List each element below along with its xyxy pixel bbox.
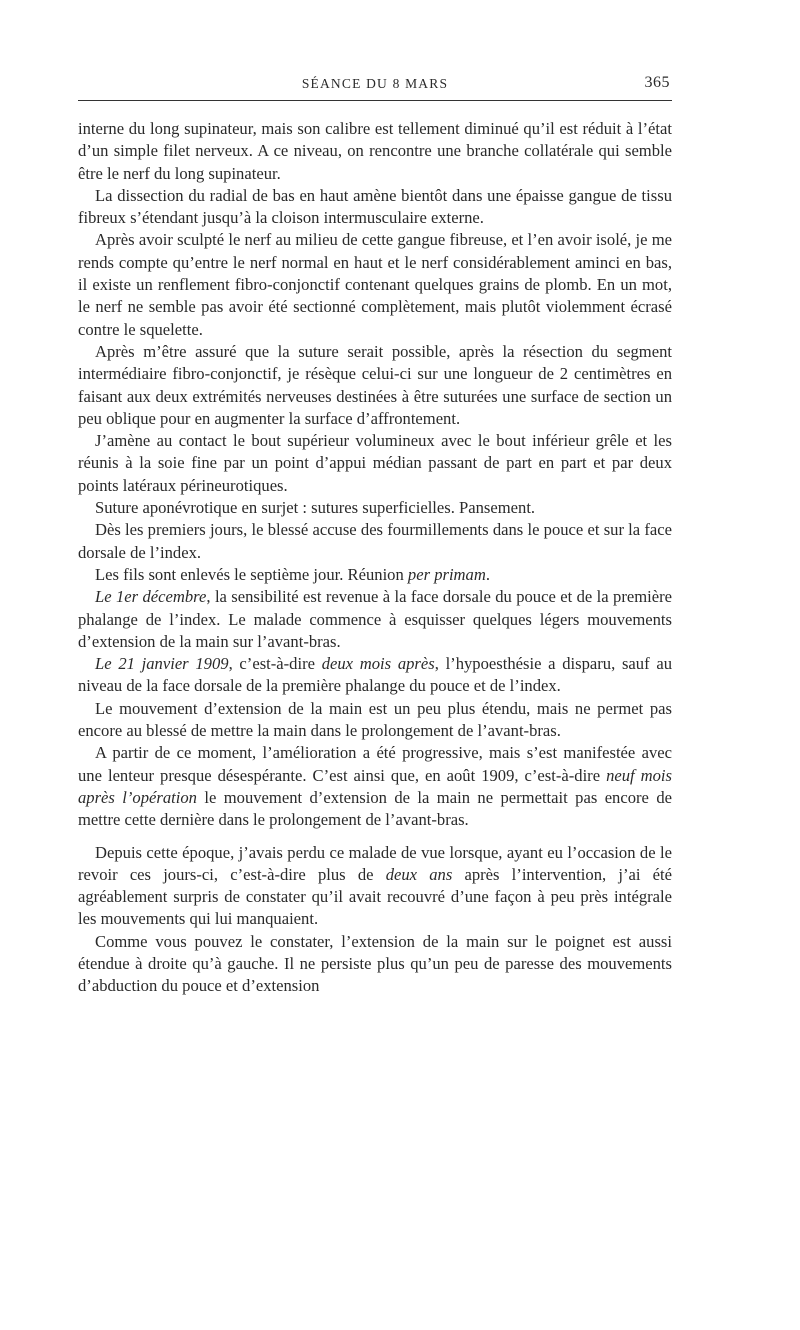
italic-date: Le 21 janvier 1909 bbox=[95, 654, 229, 674]
page-header bbox=[78, 72, 672, 96]
paragraph-6: Suture aponévrotique en surjet : sutures superficielles. Pansement. bbox=[95, 498, 536, 518]
paragraph-1: interne du long supinateur, mais son calibre est tellement diminué qu’il est réduit à l’état d’un simple filet nerveux. A ce niveau, on rencontre une branche collatérale qui semble être le nerf du long supinateur. bbox=[78, 119, 672, 183]
paragraph-11: Le mouvement d’extension de la main est un peu plus étendu, mais ne permet pas encore au blessé de mettre la main dans le prolongement de l’avant-bras. bbox=[78, 698, 672, 741]
paragraph-8: Les fils sont enlevés le septième jour. Réunion per primam. bbox=[95, 564, 490, 584]
italic-phrase: neuf mois après l’opération bbox=[78, 765, 672, 807]
page-number: 365 bbox=[644, 74, 670, 91]
paragraph-3: Après avoir sculpté le nerf au milieu de cette gangue fibreuse, et l’en avoir isolé, je me rends compte qu’entre le nerf normal en haut et le nerf considérablement aminci en bas, il existe un renflement fibro-conjonctif contenant quelques grains de plomb. En un mot, le nerf ne semble pas avoir été sectionné complètement, mais plutôt violemment écrasé contre le squelette. bbox=[78, 230, 672, 339]
paragraph-7: Dès les premiers jours, le blessé accuse des fourmillements dans le pouce et sur la face dorsale de l’index. bbox=[78, 520, 672, 562]
italic-date: Le 1er décembre bbox=[95, 587, 207, 607]
italic-phrase: deux ans bbox=[385, 864, 453, 884]
paragraph-13: Depuis cette époque, j’avais perdu ce malade de vue lorsque, ayant eu l’occasion de le revoir ces jours-ci, c’est-à-dire plus de deux ans après l’intervention, j’ai été agréablement surpris de constater qu’il avait recouvré d’une façon à peu près intégrale les mouvements qui lui manquaient. bbox=[78, 842, 672, 929]
italic-phrase: per primam bbox=[407, 564, 486, 584]
page-body bbox=[78, 118, 672, 998]
paragraph-gap bbox=[78, 832, 672, 842]
paragraph-9: Le 1er décembre, la sensibilité est revenue à la face dorsale du pouce et de la première phalange de l’index. Le malade commence à esquisser quelques légers mouvements d’extension de la main sur l’avant-bras. bbox=[78, 587, 672, 651]
paragraph-10: Le 21 janvier 1909, c’est-à-dire deux mois après, l’hypoesthésie a disparu, sauf au niveau de la face dorsale de la première phalange du pouce et de l’index. bbox=[78, 654, 672, 696]
header-rule bbox=[78, 100, 672, 101]
paragraph-12: A partir de ce moment, l’amélioration a été progressive, mais s’est manifestée avec une lenteur presque désespérante. C’est ainsi que, en août 1909, c’est-à-dire neuf mois après l’opération le mouvement d’extension de la main ne permettait pas encore de mettre cette dernière dans le prolongement de l’avant-bras. bbox=[78, 743, 672, 830]
document-page bbox=[78, 0, 672, 1330]
running-title: SÉANCE DU 8 MARS bbox=[301, 76, 449, 91]
paragraph-4: Après m’être assuré que la suture serait possible, après la résection du segment intermédiaire fibro-conjonctif, je résèque celui-ci sur une longueur de 2 centimètres en faisant aux deux extrémités nerveuses destinées à être suturées une surface de section un peu oblique pour en augmenter la surface d’affrontement. bbox=[78, 341, 672, 428]
paragraph-14: Comme vous pouvez le constater, l’extension de la main sur le poignet est aussi étendue à droite qu’à gauche. Il ne persiste plus qu’un peu de paresse des mouvements d’abduction du pouce et d’extension bbox=[78, 931, 672, 996]
italic-phrase: deux mois après bbox=[321, 654, 435, 674]
paragraph-2: La dissection du radial de bas en haut amène bientôt dans une épaisse gangue de tissu fibreux s’étendant jusqu’à la cloison intermusculaire externe. bbox=[78, 185, 672, 228]
paragraph-5: J’amène au contact le bout supérieur volumineux avec le bout inférieur grêle et les réunis à la soie fine par un point d’appui médian passant de part en part et par deux points latéraux périneurotiques. bbox=[78, 431, 672, 495]
